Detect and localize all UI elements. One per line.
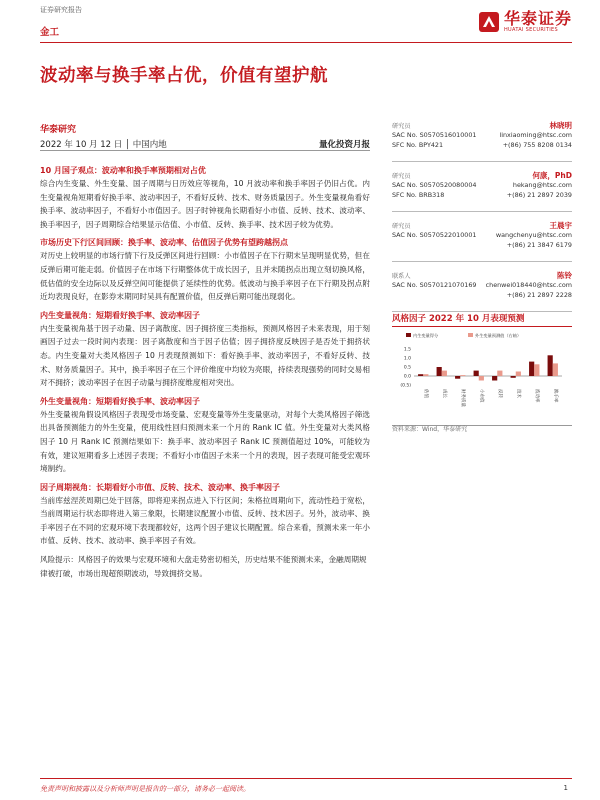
y-tick-label: 1.5 [403,347,411,353]
footer-rule [40,778,572,779]
report-date: 2022 年 10 月 12 日 │ 中国内地 [40,140,167,150]
analyst-row [392,191,572,199]
bar-endogenous [548,355,553,376]
y-tick-label: 1.0 [403,356,411,362]
analyst-name: 林晓明 [549,121,572,130]
analyst-row [392,131,572,139]
report-title: 波动率与换手率占优，价值有望护航 [40,66,328,86]
factor-forecast-chart [392,329,572,425]
analyst-row [392,281,572,289]
analyst-card [392,268,572,312]
analyst-panel [392,118,572,318]
analyst-email[interactable]: wangchenyu@htsc.com [495,231,572,239]
analyst-phone: +(86) 21 3847 6179 [506,241,572,249]
bar-endogenous [418,374,423,376]
analyst-card [392,168,572,212]
page-number: 1 [563,784,568,792]
analyst-sfc: SFC No. BPY421 [392,141,444,149]
legend-label: 外生变量预测值（右轴） [475,333,522,338]
bar-endogenous [474,371,479,376]
header-rule [40,42,572,43]
chart-rule [392,326,572,327]
analyst-role: 研究员 [392,173,411,180]
analyst-phone: +(86) 21 2897 2039 [506,191,572,199]
paragraph [40,481,370,548]
bar-exogenous [553,363,558,376]
brand-label: 华泰研究 [40,125,77,135]
bar-endogenous [437,367,442,376]
main-rule [40,150,370,151]
analyst-role: 研究员 [392,223,411,230]
analyst-sac: SAC No. S0570516010001 [392,131,477,139]
x-tick-label: 财务质量 [459,389,465,407]
x-tick-label: 反转 [496,389,502,398]
analyst-role: 研究员 [392,123,411,130]
report-category: 证券研究报告 [40,6,82,14]
analyst-email[interactable]: linxiaoming@htsc.com [499,131,572,139]
bar-exogenous [442,371,447,376]
y-tick-label: (0.5) [400,383,411,389]
logo-text: 华泰证券 [503,9,572,28]
analyst-sfc: SFC No. BRB318 [392,191,445,199]
x-tick-label: 换手率 [552,389,558,403]
paragraph-title: 因子周期视角：长期看好小市值、反转、技术、波动率、换手率因子 [40,482,280,492]
bar-exogenous [516,372,521,377]
brand-logo [479,11,572,33]
x-tick-label: 技术 [515,389,521,398]
paragraph-title: 市场历史下行区间回顾：换手率、波动率、估值因子优势有望跨越拐点 [40,238,288,248]
analyst-role: 联系人 [392,273,411,280]
x-tick-label: 波动率 [533,389,539,403]
paragraph [40,395,370,476]
analyst-row [392,231,572,239]
huatai-logo-icon [479,12,499,32]
bar-exogenous [460,375,465,376]
legend-swatch [406,333,411,337]
paragraph [40,164,370,231]
paragraph-text: 综合内生变量、外生变量、国子周期与日历效应等视角，10 月波动率和换手率因子仍旧占优。内生变量视角短期看好换手率、波动率因子，不看好反转、技术、财务质量因子。外生变量视角看好换手率、波动率因子，不看好小市值因子。因子时钟视角长期看好小市值、反转、技术、波动率、换手率因子，因子周期综合结果显示估值、小市值、反转、换手率、技术因子较为优势。 [40,179,370,229]
paragraph-title: 10 月国子观点：波动率和换手率预期相对占优 [40,166,206,175]
bar-exogenous [534,364,539,376]
chart-title: 风格因子 2022 年 10 月表现预测 [392,314,525,324]
section-tag: 金工 [40,27,60,38]
analyst-email[interactable]: hekang@htsc.com [512,181,572,189]
analyst-card [392,218,572,262]
paragraph-text: 内生变量视角基于因子动量、因子离散度、因子拥挤度三类指标，预测风格因子未来表现，用于刻画因子过去一段时间内表现：因子离散度和当于因子估值；因子拥挤度反映因子是否处于拥挤状态。内生变量对大类风格因子 10 月表现预测如下：看好换手率、波动率因子，不看好反转、技术、财务质量因子。其中，换手率因子在三个评价维度中均较为亮眼，持续表现强势的同时交易相对不拥挤；波动率因子在因子动量与拥挤度维度相对突出。 [40,323,370,388]
analyst-phone: +(86) 21 2897 2228 [506,291,572,299]
analyst-row [392,181,572,189]
bar-endogenous [511,376,516,378]
analyst-sac: SAC No. S0570520080004 [392,181,477,189]
bar-endogenous [455,376,460,379]
paragraph-title: 内生变量视角：短期看好换手率、波动率因子 [40,310,200,320]
paragraph-text: 对历史上较明显的市场行情下行及反弹区间进行回顾：小市值因子在下行期末呈现明显优势，但在反弹后期可能走弱。价值因子在市场下行期整体优于成长因子，且并未随拐点出现立刻切换风格，低估值的安全边际以及反弹空间可能提供了延续性的优势。低波动与换手率因子在下行期及拐点附近均表现良好，在影券末期同时吴具有配置价值，但反弹后期可能出现弱化。 [40,251,370,302]
x-tick-label: 小市值 [478,389,484,403]
bar-endogenous [492,376,497,381]
paragraph-text: 外生变量视角假设风格因子表现受市场变量、宏观变量等外生变量驱动，对每个大类风格因子筛选出具备预测能力的外生变量，使用线性回归预测未来一个月的 Rank IC 值。外生变量对大类风格因子 10 月 Rank IC 预测结果如下：换手率、波动率因子 Rank IC 预测值超过 10%，可能较为有效，建议短期看多上述因子表现；不看好小市值因子未来一个月的表现，因子表现可能受宏观环境制约。 [40,409,370,474]
bar-endogenous [529,362,534,376]
analyst-name: 王晨宇 [549,221,572,230]
analyst-name: 陈铃 [557,271,572,280]
bar-exogenous [479,376,484,381]
analyst-card [392,118,572,162]
y-tick-label: 0.0 [403,374,411,380]
analyst-sac: SAC No. S0570121070169 [392,281,477,289]
report-body [40,164,370,580]
paragraph-title: 外生变量视角：短期看好换手率、波动率因子 [40,396,200,406]
paragraph [40,236,370,303]
chart-source: 资料来源：Wind，华泰研究 [392,426,468,433]
analyst-phone: +(86) 755 8208 0134 [502,141,572,149]
disclaimer: 免责声明和披露以及分析师声明是报告的一部分，请务必一起阅读。 [40,785,250,793]
bar-exogenous [423,374,428,376]
legend-swatch [468,333,473,337]
bar-exogenous [497,371,502,376]
logo-subtext: HUATAI SECURITIES [503,27,558,33]
analyst-row [392,141,572,149]
analyst-email[interactable]: chenwei018440@htsc.com [485,281,572,289]
report-type: 量化投资月报 [318,140,370,150]
y-tick-label: 0.5 [403,365,411,371]
paragraph [40,309,370,390]
analyst-name: 何康，PhD [532,171,572,180]
risk-note: 风险提示：风格因子的效果与宏观环境和大盘走势密切相关，历史结果不能预测未来，金融周期规律被打破，市场出现超预期波动，导致拥挤交易。 [40,555,367,578]
analyst-sac: SAC No. S0570522010001 [392,231,477,239]
x-tick-label: 成长 [441,389,447,398]
paragraph-text: 当前库兹涅茨周期已处于回落，即将迎来拐点进入下行区间；朱格拉周期向下，流动性趋于宽松，当前周期运行状态即将进入第三象限，长期建议配置小市值、反转、技术因子。另外，波动率、换手率因子在不同的宏观环境下表现都较好，这两个因子建议长期配置。综合来看，预测未来一年小市值、反转、技术、波动率、换手率因子有效。 [40,495,370,546]
x-tick-label: 估值 [422,389,428,398]
legend-label: 内生变量得分 [413,333,439,338]
